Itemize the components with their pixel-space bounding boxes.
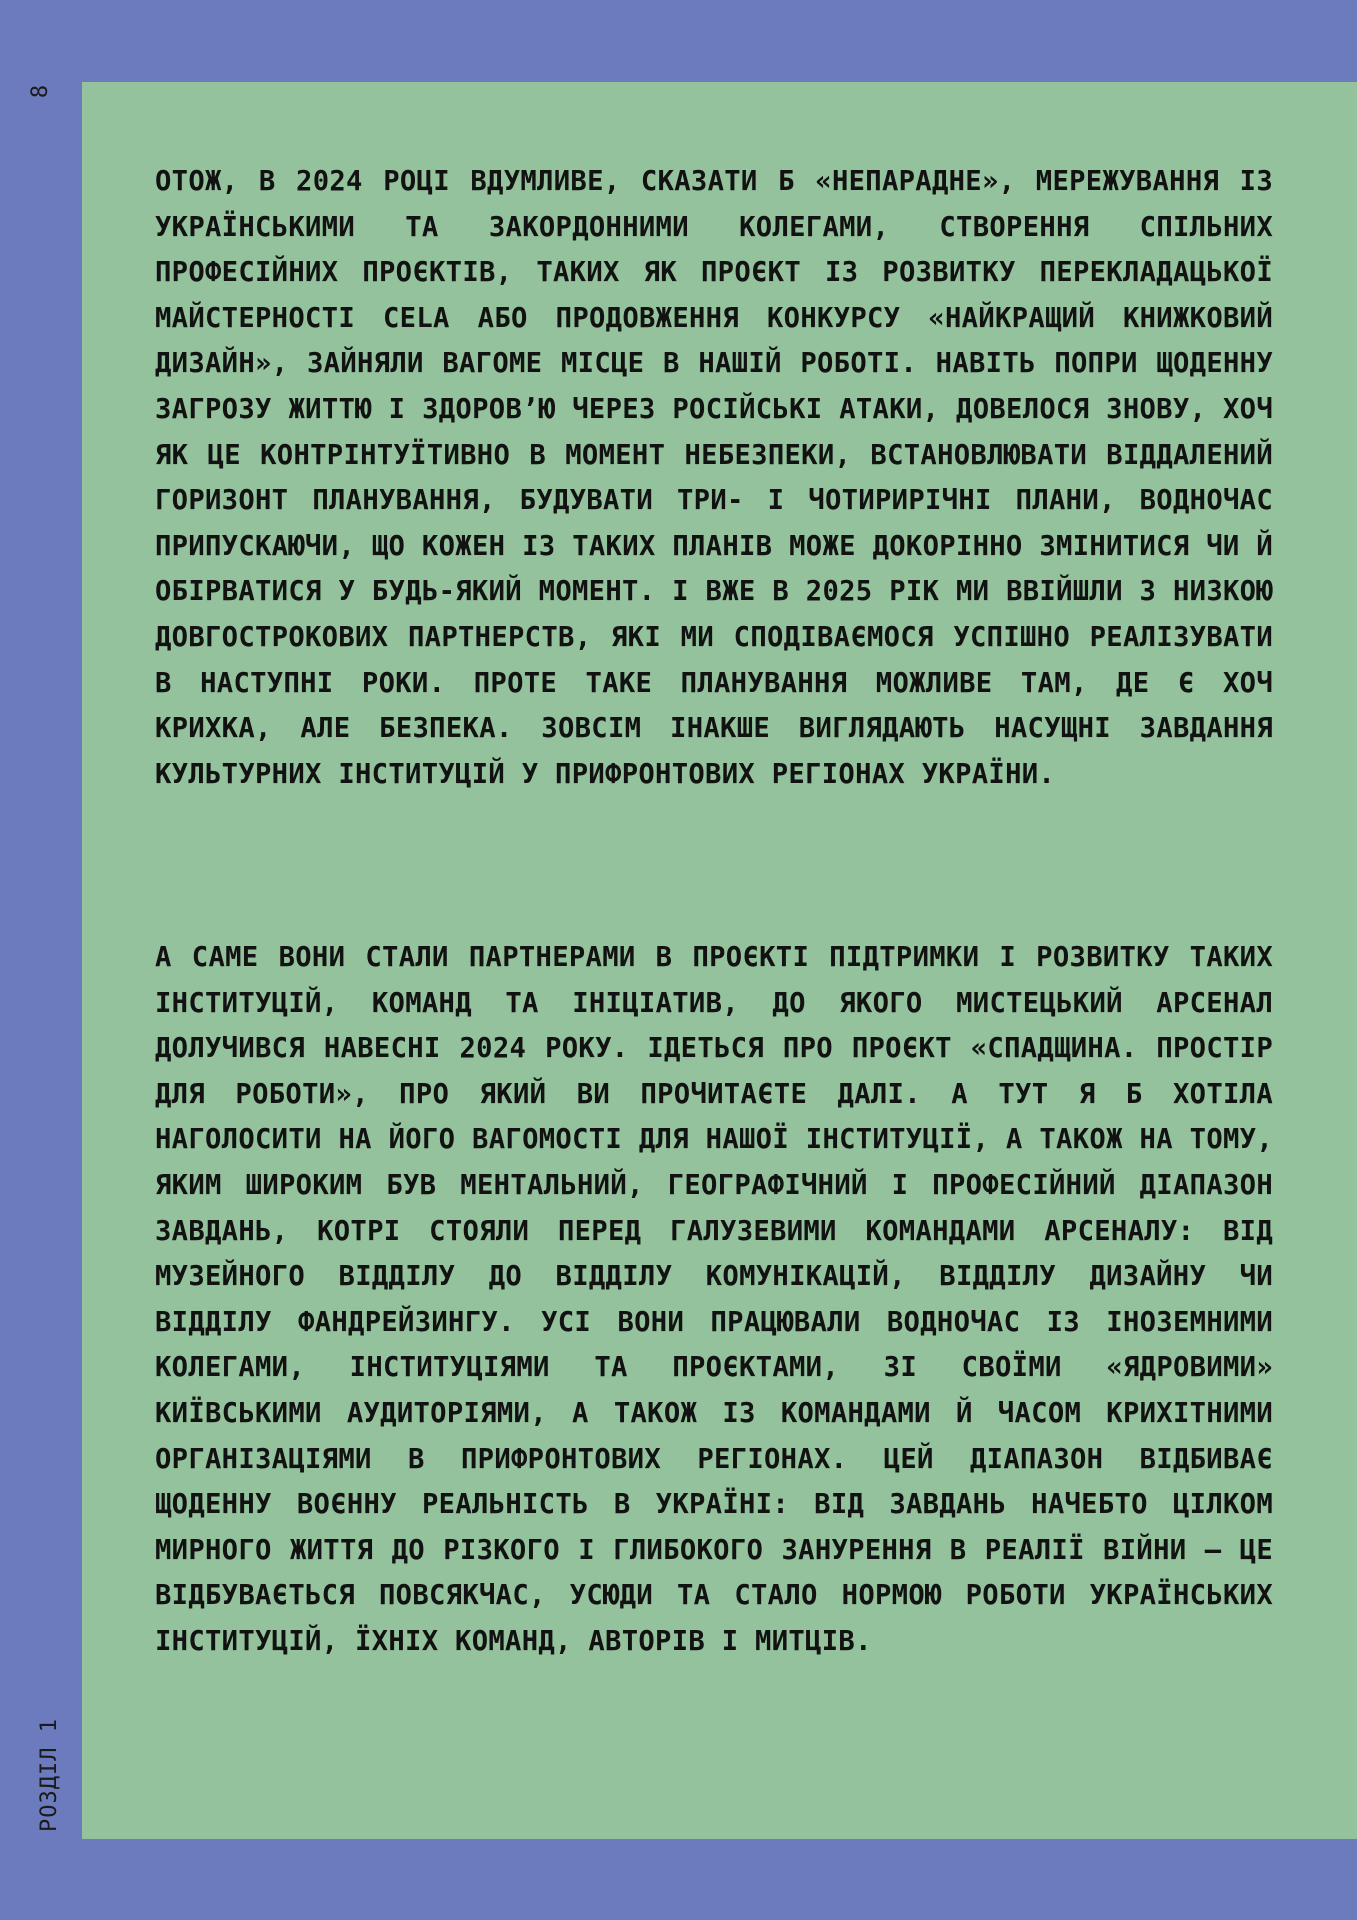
- section-label: РОЗДІЛ 1: [37, 1718, 62, 1832]
- page-number: 8: [28, 83, 53, 99]
- body-paragraph-2: А САМЕ ВОНИ СТАЛИ ПАРТНЕРАМИ В ПРОЄКТІ ПІДТРИМКИ І РОЗВИТКУ ТАКИХ ІНСТИТУЦІЙ, КОМАНД ТА ІНІЦІАТИВ, ДО ЯКОГО МИСТЕЦЬКИЙ АРСЕНАЛ ДОЛУЧИВСЯ НАВЕСНІ 2024 РОКУ. ІДЕТЬСЯ ПРО ПРОЄКТ «СПАДЩИНА. ПРОСТІР ДЛЯ РОБОТИ», ПРО ЯКИЙ ВИ ПРОЧИТАЄТЕ ДАЛІ. А ТУТ Я Б ХОТІЛА НАГОЛОСИТИ НА ЙОГО ВАГОМОСТІ ДЛЯ НАШОЇ ІНСТИТУЦІЇ, А ТАКОЖ НА ТОМУ, ЯКИМ ШИРОКИМ БУВ МЕНТАЛЬНИЙ, ГЕОГРАФІЧНИЙ І ПРОФЕСІЙНИЙ ДІАПАЗОН ЗАВДАНЬ, КОТРІ СТОЯЛИ ПЕРЕД ГАЛУЗЕВИМИ КОМАНДАМИ АРСЕНАЛУ: ВІД МУЗЕЙНОГО ВІДДІЛУ ДО ВІДДІЛУ КОМУНІКАЦІЙ, ВІДДІЛУ ДИЗАЙНУ ЧИ ВІДДІЛУ ФАНДРЕЙЗИНГУ. УСІ ВОНИ ПРАЦЮВАЛИ ВОДНОЧАС ІЗ ІНОЗЕМНИМИ КОЛЕГАМИ, ІНСТИТУЦІЯМИ ТА ПРОЄКТАМИ, ЗІ СВОЇМИ «ЯДРОВИМИ» КИЇВСЬКИМИ АУДИТОРІЯМИ, А ТАКОЖ ІЗ КОМАНДАМИ Й ЧАСОМ КРИХІТНИМИ ОРГАНІЗАЦІЯМИ В ПРИФРОНТОВИХ РЕГІОНАХ. ЦЕЙ ДІАПАЗОН ВІДБИВАЄ ЩОДЕННУ ВОЄННУ РЕАЛЬНІСТЬ В УКРАЇНІ: ВІД ЗАВДАНЬ НАЧЕБТО ЦІЛКОМ МИРНОГО ЖИТТЯ ДО РІЗКОГО І ГЛИБОКОГО ЗАНУРЕННЯ В РЕАЛІЇ ВІЙНИ — ЦЕ ВІДБУВАЄТЬСЯ ПОВСЯКЧАС, УСЮДИ ТА СТАЛО НОРМОЮ РОБОТИ УКРАЇНСЬКИХ ІНСТИТУЦІЙ, ЇХНІХ КОМАНД, АВТОРІВ І МИТЦІВ.: [155, 942, 1273, 1657]
- body-paragraph-1: ОТОЖ, В 2024 РОЦІ ВДУМЛИВЕ, СКАЗАТИ Б «НЕПАРАДНЕ», МЕРЕЖУВАННЯ ІЗ УКРАЇНСЬКИМИ ТА ЗАКОРДОННИМИ КОЛЕГАМИ, СТВОРЕННЯ СПІЛЬНИХ ПРОФЕСІЙНИХ ПРОЄКТІВ, ТАКИХ ЯК ПРОЄКТ ІЗ РОЗВИТКУ ПЕРЕКЛАДАЦЬКОЇ МАЙСТЕРНОСТІ CELA АБО ПРОДОВЖЕННЯ КОНКУРСУ «НАЙКРАЩИЙ КНИЖКОВИЙ ДИЗАЙН», ЗАЙНЯЛИ ВАГОМЕ МІСЦЕ В НАШІЙ РОБОТІ. НАВІТЬ ПОПРИ ЩОДЕННУ ЗАГРОЗУ ЖИТТЮ І ЗДОРОВʼЮ ЧЕРЕЗ РОСІЙСЬКІ АТАКИ, ДОВЕЛОСЯ ЗНОВУ, ХОЧ ЯК ЦЕ КОНТРІНТУЇТИВНО В МОМЕНТ НЕБЕЗПЕКИ, ВСТАНОВЛЮВАТИ ВІДДАЛЕНИЙ ГОРИЗОНТ ПЛАНУВАННЯ, БУДУВАТИ ТРИ- І ЧОТИРИРІЧНІ ПЛАНИ, ВОДНОЧАС ПРИПУСКАЮЧИ, ЩО КОЖЕН ІЗ ТАКИХ ПЛАНІВ МОЖЕ ДОКОРІННО ЗМІНИТИСЯ ЧИ Й ОБІРВАТИСЯ У БУДЬ-ЯКИЙ МОМЕНТ. І ВЖЕ В 2025 РІК МИ ВВІЙШЛИ З НИЗКОЮ ДОВГОСТРОКОВИХ ПАРТНЕРСТВ, ЯКІ МИ СПОДІВАЄМОСЯ УСПІШНО РЕАЛІЗУВАТИ В НАСТУПНІ РОКИ. ПРОТЕ ТАКЕ ПЛАНУВАННЯ МОЖЛИВЕ ТАМ, ДЕ Є ХОЧ КРИХКА, АЛЕ БЕЗПЕКА. ЗОВСІМ ІНАКШЕ ВИГЛЯДАЮТЬ НАСУЩНІ ЗАВДАННЯ КУЛЬТУРНИХ ІНСТИТУЦІЙ У ПРИФРОНТОВИХ РЕГІОНАХ УКРАЇНИ.: [155, 166, 1273, 790]
